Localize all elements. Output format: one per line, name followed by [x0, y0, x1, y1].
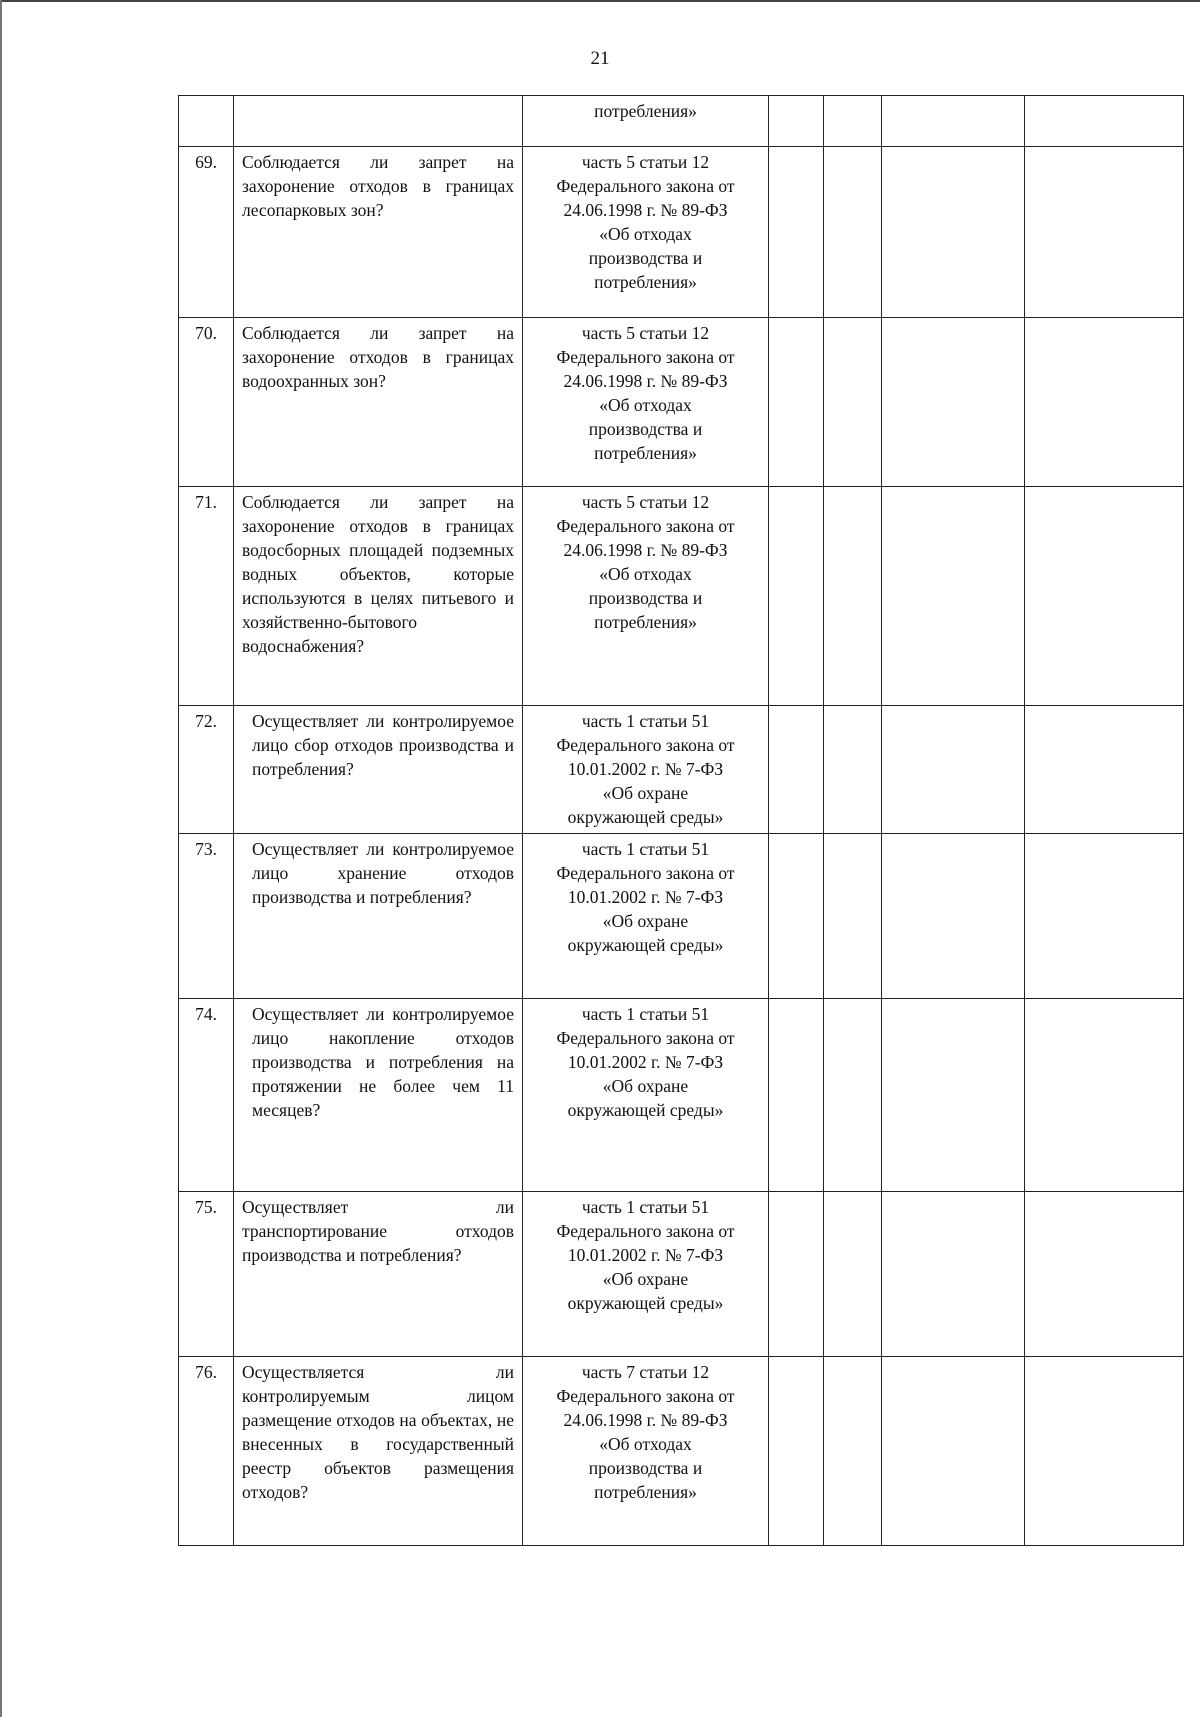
row-number: 71.	[179, 487, 234, 706]
answer-no-cell	[824, 706, 882, 834]
answer-yes-cell	[769, 706, 824, 834]
not-applicable-cell	[882, 1357, 1025, 1546]
row-number: 72.	[179, 706, 234, 834]
answer-yes-cell	[769, 487, 824, 706]
note-cell	[1025, 1357, 1184, 1546]
not-applicable-cell	[882, 147, 1025, 318]
note-cell	[1025, 487, 1184, 706]
table-row	[179, 834, 1184, 999]
answer-yes-cell	[769, 147, 824, 318]
row-number: 75.	[179, 1192, 234, 1357]
note-cell	[1025, 318, 1184, 487]
scan-edge-top	[0, 0, 1200, 2]
question-text: Соблюдается ли запрет на захоронение отходов в границах лесопарковых зон?	[234, 147, 523, 318]
question-text: Соблюдается ли запрет на захоронение отходов в границах водосборных площадей подземных водных объектов, которые используются в целях питьевого и хозяйственно-бытового водоснабжения?	[234, 487, 523, 706]
legal-basis: часть 5 статьи 12 Федерального закона от 24.06.1998 г. № 89-ФЗ «Об отходах производства и потребления»	[523, 487, 769, 706]
answer-no-cell	[824, 999, 882, 1192]
legal-basis: часть 7 статьи 12 Федерального закона от 24.06.1998 г. № 89-ФЗ «Об отходах производства и потребления»	[523, 1357, 769, 1546]
row-number: 69.	[179, 147, 234, 318]
table-row	[179, 1192, 1184, 1357]
note-cell	[1025, 999, 1184, 1192]
answer-yes-cell	[769, 96, 824, 147]
not-applicable-cell	[882, 487, 1025, 706]
question-text: Соблюдается ли запрет на захоронение отходов в границах водоохранных зон?	[234, 318, 523, 487]
note-cell	[1025, 706, 1184, 834]
question-text: Осуществляет ли контролируемое лицо накопление отходов производства и потребления на протяжении не более чем 11 месяцев?	[234, 999, 523, 1192]
answer-yes-cell	[769, 1192, 824, 1357]
table-row-continuation	[179, 96, 1184, 147]
note-cell	[1025, 1192, 1184, 1357]
table-row	[179, 147, 1184, 318]
answer-yes-cell	[769, 834, 824, 999]
answer-no-cell	[824, 147, 882, 318]
table-row	[179, 1357, 1184, 1546]
question-text	[234, 96, 523, 147]
checklist-table	[178, 95, 1184, 1546]
answer-no-cell	[824, 96, 882, 147]
not-applicable-cell	[882, 999, 1025, 1192]
row-number: 74.	[179, 999, 234, 1192]
note-cell	[1025, 96, 1184, 147]
legal-basis: часть 1 статьи 51 Федерального закона от 10.01.2002 г. № 7-ФЗ «Об охране окружающей среды»	[523, 706, 769, 834]
scan-edge-left	[0, 0, 2, 1717]
answer-no-cell	[824, 1357, 882, 1546]
page-number: 21	[590, 48, 610, 69]
table-row	[179, 487, 1184, 706]
row-number	[179, 96, 234, 147]
not-applicable-cell	[882, 318, 1025, 487]
legal-basis: часть 5 статьи 12 Федерального закона от 24.06.1998 г. № 89-ФЗ «Об отходах производства и потребления»	[523, 147, 769, 318]
answer-no-cell	[824, 487, 882, 706]
legal-basis: часть 1 статьи 51 Федерального закона от 10.01.2002 г. № 7-ФЗ «Об охране окружающей среды»	[523, 834, 769, 999]
answer-yes-cell	[769, 1357, 824, 1546]
answer-yes-cell	[769, 999, 824, 1192]
not-applicable-cell	[882, 834, 1025, 999]
legal-basis: часть 1 статьи 51 Федерального закона от 10.01.2002 г. № 7-ФЗ «Об охране окружающей среды»	[523, 999, 769, 1192]
not-applicable-cell	[882, 96, 1025, 147]
row-number: 76.	[179, 1357, 234, 1546]
legal-basis: часть 5 статьи 12 Федерального закона от 24.06.1998 г. № 89-ФЗ «Об отходах производства и потребления»	[523, 318, 769, 487]
note-cell	[1025, 834, 1184, 999]
not-applicable-cell	[882, 1192, 1025, 1357]
not-applicable-cell	[882, 706, 1025, 834]
question-text: Осуществляет ли контролируемое лицо сбор отходов производства и потребления?	[234, 706, 523, 834]
row-number: 70.	[179, 318, 234, 487]
answer-no-cell	[824, 318, 882, 487]
question-text: Осуществляется ли контролируемым лицом размещение отходов на объектах, не внесенных в государственный реестр объектов размещения отходов?	[234, 1357, 523, 1546]
row-number: 73.	[179, 834, 234, 999]
note-cell	[1025, 147, 1184, 318]
table-row	[179, 318, 1184, 487]
legal-basis: потребления»	[523, 96, 769, 147]
answer-yes-cell	[769, 318, 824, 487]
legal-basis: часть 1 статьи 51 Федерального закона от 10.01.2002 г. № 7-ФЗ «Об охране окружающей среды»	[523, 1192, 769, 1357]
table-row	[179, 706, 1184, 834]
question-text: Осуществляет ли контролируемое лицо хранение отходов производства и потребления?	[234, 834, 523, 999]
answer-no-cell	[824, 834, 882, 999]
answer-no-cell	[824, 1192, 882, 1357]
question-text: Осуществляет ли транспортирование отходов производства и потребления?	[234, 1192, 523, 1357]
table-row	[179, 999, 1184, 1192]
